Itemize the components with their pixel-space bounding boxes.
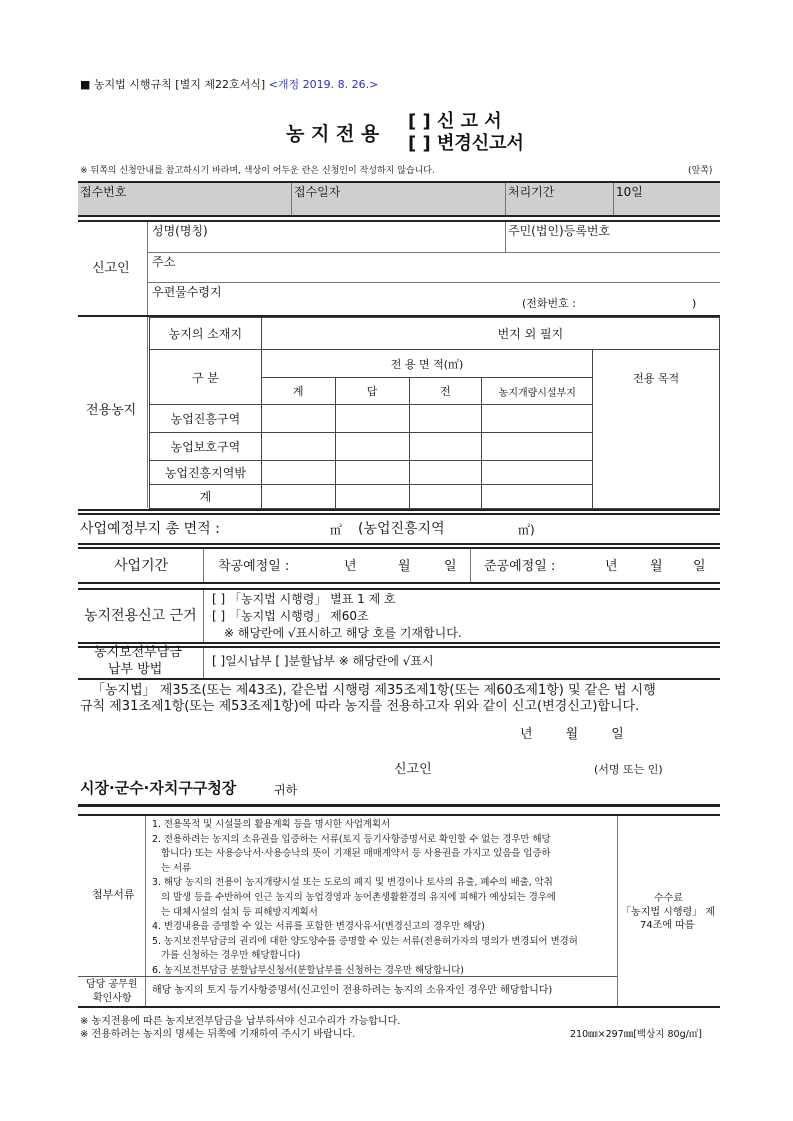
basis-note: ※ 해당란에 √표시하고 해당 호를 기재합니다. [224,626,462,640]
declaration-line-1: 「농지법」 제35조(또는 제43조), 같은법 시행령 제35조제1항(또는 제60조제1항) 및 같은 법 시행 [92,683,656,698]
end-day: 일 [693,559,706,574]
title-option-report: [ ] 신 고 서 [408,111,502,132]
cell[interactable] [335,433,409,461]
attachment-item: 1. 전용목적 및 시설물의 활용계획 등을 명시한 사업계획서 [152,819,391,830]
cell[interactable] [409,433,482,461]
paper-spec: 210㎜×297㎜[백상지 80g/㎡] [570,1029,703,1040]
page-side: (앞쪽) [688,166,713,176]
declarant-label: 신고인 [394,762,432,777]
cell[interactable] [482,433,593,461]
category-label: 구 분 [150,350,262,405]
title-main: 농 지 전 용 [286,123,380,145]
purpose-label: 전용 목적 [593,350,720,509]
attachment-item: 합니다) 또는 사용승낙서·사용승낙의 뜻이 기재된 매매계약서 등 사용권을 가지고 있음을 입증하 [152,848,551,860]
start-day: 일 [444,559,457,574]
cell[interactable] [409,485,482,509]
end-month: 월 [650,559,663,574]
col-field: 전 [409,378,482,405]
registration-number-label: 주민(법인)등록번호 [508,224,611,238]
basis-label: 농지전용신고 근거 [84,608,197,624]
end-year: 년 [605,559,618,574]
declaration-line-2: 규칙 제31조제1항(또는 제53조제1항)에 따라 농지를 전용하고자 위와 같이 신고(변경신고)합니다. [80,699,640,714]
postal-address-label: 우편물수령지 [152,285,222,299]
end-date-label: 준공예정일 : [484,559,556,574]
phone-label: (전화번호 : [522,297,576,310]
payment-label-1: 농지보전부담금 [94,645,182,660]
addressee: 시장·군수·자치구구청장 [80,779,237,797]
col-total: 계 [261,378,335,405]
attachment-item: 4. 변경내용을 증명할 수 있는 서류를 포함한 변경사유서(변경신고의 경우만 해당) [152,921,485,933]
cell[interactable] [409,405,482,433]
signature-label: (서명 또는 인) [594,763,663,776]
honorific: 귀하 [274,783,298,797]
official-text: 해당 농지의 토지 등기사항증명서(신고인이 전용하려는 농지의 소유자인 경우만 해당합니다) [152,985,553,996]
attachment-item: 는 대체시설의 설치 등 피해방지계획서 [152,906,318,918]
cell[interactable] [482,485,593,509]
row-promotion-zone: 농업진흥구역 [150,405,262,433]
phone-close: ) [692,297,697,310]
start-month: 월 [398,559,411,574]
instruction-note: ※ 뒤쪽의 신청안내를 참고하시기 바라며, 색상이 어두운 란은 신청인이 작성하지 않습니다. [80,166,435,176]
official-label-1: 담당 공무원 [86,979,138,990]
attachments-list [152,818,614,979]
bullet-icon: ■ [80,78,91,91]
payment-label-2: 납부 방법 [108,662,163,677]
location-label: 농지의 소재지 [150,318,262,350]
total-area-label: 사업예정부지 총 면적 : [80,521,220,537]
row-outside-zone: 농업진흥지역밖 [150,461,262,485]
farmland-section-label: 전용농지 [86,403,137,418]
regulation-text: 농지법 시행규칙 [별지 제22호서식] [93,78,266,91]
col-improvement-site: 농지개량시설부지 [482,378,593,405]
col-paddy: 답 [335,378,409,405]
basis-line-2: [ ] 「농지법 시행령」 제60조 [212,609,369,623]
start-date-label: 착공예정일 : [218,559,290,574]
receipt-date-label: 접수일자 [294,185,341,199]
title-option-change: [ ] 변경신고서 [408,133,524,154]
total-area-unit: ㎡ [330,523,343,537]
fee-label: 수수료 [654,893,683,904]
business-period-label: 사업기간 [114,558,169,574]
basis-line-1: [ ] 「농지법 시행령」 별표 1 제 호 [212,592,396,606]
payment-options: [ ]일시납부 [ ]분할납부 ※ 해당란에 √표시 [212,654,434,668]
footer-note-2: ※ 전용하려는 농지의 명세는 뒤쪽에 기재하여 주시기 바랍니다. [80,1029,356,1040]
official-label-2: 확인사항 [93,993,132,1004]
cell[interactable] [335,461,409,485]
cell[interactable] [335,485,409,509]
cell[interactable] [261,461,335,485]
cell[interactable] [482,461,593,485]
cell[interactable] [482,405,593,433]
row-protection-zone: 농업보호구역 [150,433,262,461]
fee-text-1: 「농지법 시행령」 제 [621,907,715,918]
receipt-number-label: 접수번호 [80,185,127,199]
declaration-date: 년 월 일 [520,727,624,742]
cell[interactable] [261,485,335,509]
attachment-item: 3. 해당 농지의 전용이 농지개량시설 또는 도로의 폐지 및 변경이나 토사의 유출, 폐수의 배출, 악취 [152,877,553,889]
attachment-item: 6. 농지보전부담금 분할납부신청서(분할납부를 신청하는 경우만 해당합니다) [152,964,464,976]
cell[interactable] [261,405,335,433]
applicant-section-label: 신고인 [92,261,130,276]
cell[interactable] [261,433,335,461]
attachment-item: 5. 농지보전부담금의 권리에 대한 양도양수를 증명할 수 있는 서류(전용허가자의 명의가 변경되어 변경허 [152,935,578,947]
processing-period-label: 처리기간 [508,185,555,199]
attachments-label: 첨부서류 [92,888,135,901]
promotion-area-label: (농업진흥지역 [358,521,445,537]
attachment-item: 의 발생 등을 수반하여 인근 농지의 농업경영과 농어촌생활환경의 유지에 피해가 예상되는 경우에 [152,891,556,903]
farmland-table [149,317,720,509]
attachment-item: 가를 신청하는 경우만 해당합니다) [152,950,301,962]
area-header: 전 용 면 적(㎡) [261,350,592,378]
footer-note-1: ※ 농지전용에 따른 농지보전부담금을 납부하셔야 신고수리가 가능합니다. [80,1016,401,1027]
start-year: 년 [344,559,357,574]
location-value: 번지 외 필지 [261,318,719,350]
cell[interactable] [335,405,409,433]
revision-text: <개정 2019. 8. 26.> [268,78,379,91]
promotion-area-unit: ㎡) [518,523,535,537]
row-total: 계 [150,485,262,509]
address-label: 주소 [152,255,176,269]
cell[interactable] [409,461,482,485]
attachment-item: 는 서류 [152,862,192,874]
attachment-item: 2. 전용하려는 농지의 소유권을 입증하는 서류(토지 등기사항증명서로 확인할 수 없는 경우만 해당 [152,833,551,845]
processing-period-value: 10일 [616,185,643,199]
regulation-line [80,79,378,90]
fee-text-2: 74조에 따름 [640,920,695,931]
name-label: 성명(명칭) [152,224,208,238]
